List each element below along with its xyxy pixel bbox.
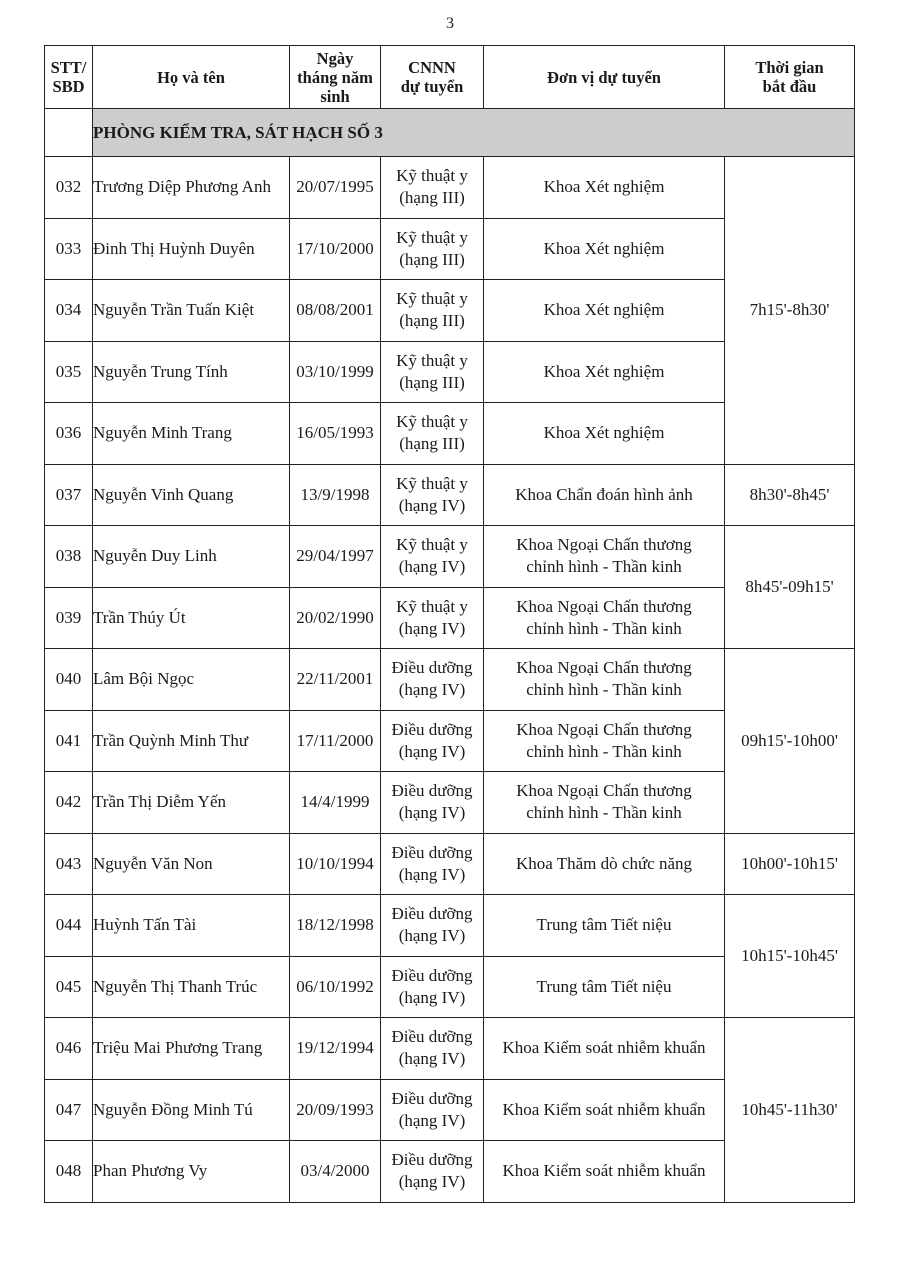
position-line: (hạng III) xyxy=(399,249,465,269)
header-start-time: Thời gian bắt đầu xyxy=(725,46,855,109)
position-cell xyxy=(381,1079,484,1141)
unit-line: chỉnh hình - Thần kinh xyxy=(526,680,682,700)
start-time-cell: 8h30'-8h45' xyxy=(725,464,855,526)
position-line: (hạng IV) xyxy=(398,926,466,946)
position-cell xyxy=(381,649,484,711)
unit-line: Khoa Ngoại Chấn thương xyxy=(516,781,692,801)
name-cell: Trần Thúy Út xyxy=(93,587,290,649)
table-row xyxy=(45,526,855,588)
table-row xyxy=(45,895,855,957)
position-cell xyxy=(381,956,484,1018)
position-line: Kỹ thuật y xyxy=(396,473,468,493)
unit-line: chỉnh hình - Thần kinh xyxy=(526,557,682,577)
position-cell xyxy=(381,710,484,772)
room-stt-cell xyxy=(45,109,93,157)
stt-cell: 036 xyxy=(45,403,93,465)
name-cell: Nguyễn Đồng Minh Tú xyxy=(93,1079,290,1141)
stt-cell: 042 xyxy=(45,772,93,834)
unit-cell xyxy=(484,403,725,465)
unit-line: Khoa Kiểm soát nhiễm khuẩn xyxy=(502,1099,706,1119)
start-time-cell: 10h45'-11h30' xyxy=(725,1018,855,1203)
position-line: Điều dưỡng xyxy=(391,842,473,862)
stt-cell: 048 xyxy=(45,1141,93,1203)
start-time-cell: 09h15'-10h00' xyxy=(725,649,855,834)
position-line: (hạng III) xyxy=(399,188,465,208)
stt-cell: 043 xyxy=(45,833,93,895)
position-line: (hạng IV) xyxy=(398,557,466,577)
unit-cell xyxy=(484,341,725,403)
unit-cell xyxy=(484,895,725,957)
unit-cell xyxy=(484,526,725,588)
position-cell xyxy=(381,280,484,342)
stt-cell: 045 xyxy=(45,956,93,1018)
room-title: PHÒNG KIỂM TRA, SÁT HẠCH SỐ 3 xyxy=(93,109,855,157)
unit-line: Khoa Xét nghiệm xyxy=(543,238,665,258)
unit-line: Khoa Xét nghiệm xyxy=(543,177,665,197)
position-cell xyxy=(381,218,484,280)
unit-cell xyxy=(484,710,725,772)
position-line: Điều dưỡng xyxy=(391,781,473,801)
position-line: (hạng III) xyxy=(399,434,465,454)
start-time-cell: 8h45'-09h15' xyxy=(725,526,855,649)
dob-cell: 16/05/1993 xyxy=(290,403,381,465)
unit-line: Khoa Kiểm soát nhiễm khuẩn xyxy=(502,1161,706,1181)
position-cell xyxy=(381,895,484,957)
unit-line: Khoa Ngoại Chấn thương xyxy=(516,658,692,678)
position-line: Điều dưỡng xyxy=(391,965,473,985)
unit-cell xyxy=(484,649,725,711)
dob-cell: 29/04/1997 xyxy=(290,526,381,588)
position-line: (hạng IV) xyxy=(398,618,466,638)
position-line: (hạng IV) xyxy=(398,1110,466,1130)
unit-line: Khoa Kiểm soát nhiễm khuẩn xyxy=(502,1038,706,1058)
dob-cell: 03/4/2000 xyxy=(290,1141,381,1203)
position-line: Kỹ thuật y xyxy=(396,289,468,309)
position-line: Điều dưỡng xyxy=(391,719,473,739)
stt-cell: 044 xyxy=(45,895,93,957)
position-cell xyxy=(381,526,484,588)
position-line: Kỹ thuật y xyxy=(396,412,468,432)
table-row xyxy=(45,649,855,711)
name-cell: Nguyễn Vinh Quang xyxy=(93,464,290,526)
header-row xyxy=(45,46,855,109)
candidate-schedule-table xyxy=(44,45,855,1203)
position-line: (hạng IV) xyxy=(398,987,466,1007)
position-line: (hạng III) xyxy=(399,372,465,392)
unit-line: Khoa Xét nghiệm xyxy=(543,300,665,320)
header-full-name: Họ và tên xyxy=(93,46,290,109)
table-row xyxy=(45,464,855,526)
position-line: Kỹ thuật y xyxy=(396,596,468,616)
header-position: CNNN dự tuyển xyxy=(381,46,484,109)
position-cell xyxy=(381,1141,484,1203)
position-line: (hạng IV) xyxy=(398,864,466,884)
dob-cell: 20/02/1990 xyxy=(290,587,381,649)
position-cell xyxy=(381,587,484,649)
position-line: (hạng IV) xyxy=(398,1049,466,1069)
position-line: Điều dưỡng xyxy=(391,1027,473,1047)
unit-line: Khoa Ngoại Chấn thương xyxy=(516,596,692,616)
stt-cell: 038 xyxy=(45,526,93,588)
header-stt-sbd: STT/ SBD xyxy=(45,46,93,109)
dob-cell: 06/10/1992 xyxy=(290,956,381,1018)
start-time-cell: 10h15'-10h45' xyxy=(725,895,855,1018)
dob-cell: 20/07/1995 xyxy=(290,157,381,219)
name-cell: Trần Thị Diễm Yến xyxy=(93,772,290,834)
position-line: Kỹ thuật y xyxy=(396,166,468,186)
unit-cell xyxy=(484,1018,725,1080)
name-cell: Nguyễn Duy Linh xyxy=(93,526,290,588)
table-row xyxy=(45,157,855,219)
dob-cell: 17/11/2000 xyxy=(290,710,381,772)
stt-cell: 046 xyxy=(45,1018,93,1080)
name-cell: Trần Quỳnh Minh Thư xyxy=(93,710,290,772)
unit-line: Khoa Xét nghiệm xyxy=(543,361,665,381)
unit-cell xyxy=(484,1079,725,1141)
unit-cell xyxy=(484,464,725,526)
unit-cell xyxy=(484,833,725,895)
dob-cell: 08/08/2001 xyxy=(290,280,381,342)
unit-line: Khoa Thăm dò chức năng xyxy=(515,853,693,873)
dob-cell: 22/11/2001 xyxy=(290,649,381,711)
unit-cell xyxy=(484,956,725,1018)
table-row xyxy=(45,1018,855,1080)
dob-cell: 20/09/1993 xyxy=(290,1079,381,1141)
unit-cell xyxy=(484,280,725,342)
name-cell: Nguyễn Thị Thanh Trúc xyxy=(93,956,290,1018)
unit-line: Khoa Ngoại Chấn thương xyxy=(516,719,692,739)
position-cell xyxy=(381,833,484,895)
position-line: (hạng IV) xyxy=(398,803,466,823)
position-cell xyxy=(381,341,484,403)
position-line: Điều dưỡng xyxy=(391,1150,473,1170)
dob-cell: 19/12/1994 xyxy=(290,1018,381,1080)
position-line: (hạng III) xyxy=(399,311,465,331)
name-cell: Nguyễn Trần Tuấn Kiệt xyxy=(93,280,290,342)
unit-line: chỉnh hình - Thần kinh xyxy=(526,741,682,761)
header-unit: Đơn vị dự tuyển xyxy=(484,46,725,109)
name-cell: Đinh Thị Huỳnh Duyên xyxy=(93,218,290,280)
stt-cell: 041 xyxy=(45,710,93,772)
dob-cell: 18/12/1998 xyxy=(290,895,381,957)
table-row xyxy=(45,833,855,895)
position-cell xyxy=(381,464,484,526)
position-cell xyxy=(381,157,484,219)
unit-line: Khoa Chẩn đoán hình ảnh xyxy=(515,484,693,504)
stt-cell: 047 xyxy=(45,1079,93,1141)
stt-cell: 032 xyxy=(45,157,93,219)
start-time-cell: 7h15'-8h30' xyxy=(725,157,855,465)
header-date-of-birth: Ngày tháng năm sinh xyxy=(290,46,381,109)
dob-cell: 17/10/2000 xyxy=(290,218,381,280)
dob-cell: 13/9/1998 xyxy=(290,464,381,526)
table-body xyxy=(45,109,855,1203)
dob-cell: 03/10/1999 xyxy=(290,341,381,403)
position-line: (hạng IV) xyxy=(398,680,466,700)
start-time-cell: 10h00'-10h15' xyxy=(725,833,855,895)
unit-line: chỉnh hình - Thần kinh xyxy=(526,618,682,638)
name-cell: Trương Diệp Phương Anh xyxy=(93,157,290,219)
unit-cell xyxy=(484,1141,725,1203)
name-cell: Phan Phương Vy xyxy=(93,1141,290,1203)
unit-cell xyxy=(484,587,725,649)
unit-cell xyxy=(484,772,725,834)
position-line: (hạng IV) xyxy=(398,741,466,761)
position-cell xyxy=(381,403,484,465)
unit-line: Khoa Xét nghiệm xyxy=(543,423,665,443)
position-line: Kỹ thuật y xyxy=(396,227,468,247)
position-line: Điều dưỡng xyxy=(391,1088,473,1108)
name-cell: Huỳnh Tấn Tài xyxy=(93,895,290,957)
stt-cell: 040 xyxy=(45,649,93,711)
dob-cell: 10/10/1994 xyxy=(290,833,381,895)
unit-line: Khoa Ngoại Chấn thương xyxy=(516,535,692,555)
position-line: (hạng IV) xyxy=(398,495,466,515)
position-cell xyxy=(381,772,484,834)
unit-line: Trung tâm Tiết niệu xyxy=(536,976,672,996)
position-line: Kỹ thuật y xyxy=(396,350,468,370)
stt-cell: 035 xyxy=(45,341,93,403)
dob-cell: 14/4/1999 xyxy=(290,772,381,834)
stt-cell: 037 xyxy=(45,464,93,526)
stt-cell: 039 xyxy=(45,587,93,649)
name-cell: Nguyễn Minh Trang xyxy=(93,403,290,465)
page-number: 3 xyxy=(446,15,454,32)
unit-cell xyxy=(484,218,725,280)
room-row xyxy=(45,109,855,157)
name-cell: Triệu Mai Phương Trang xyxy=(93,1018,290,1080)
stt-cell: 033 xyxy=(45,218,93,280)
unit-line: chỉnh hình - Thần kinh xyxy=(526,803,682,823)
name-cell: Nguyễn Văn Non xyxy=(93,833,290,895)
position-line: (hạng IV) xyxy=(398,1172,466,1192)
position-line: Điều dưỡng xyxy=(391,904,473,924)
name-cell: Lâm Bội Ngọc xyxy=(93,649,290,711)
position-line: Kỹ thuật y xyxy=(396,535,468,555)
stt-cell: 034 xyxy=(45,280,93,342)
position-line: Điều dưỡng xyxy=(391,658,473,678)
name-cell: Nguyễn Trung Tính xyxy=(93,341,290,403)
position-cell xyxy=(381,1018,484,1080)
unit-line: Trung tâm Tiết niệu xyxy=(536,915,672,935)
unit-cell xyxy=(484,157,725,219)
